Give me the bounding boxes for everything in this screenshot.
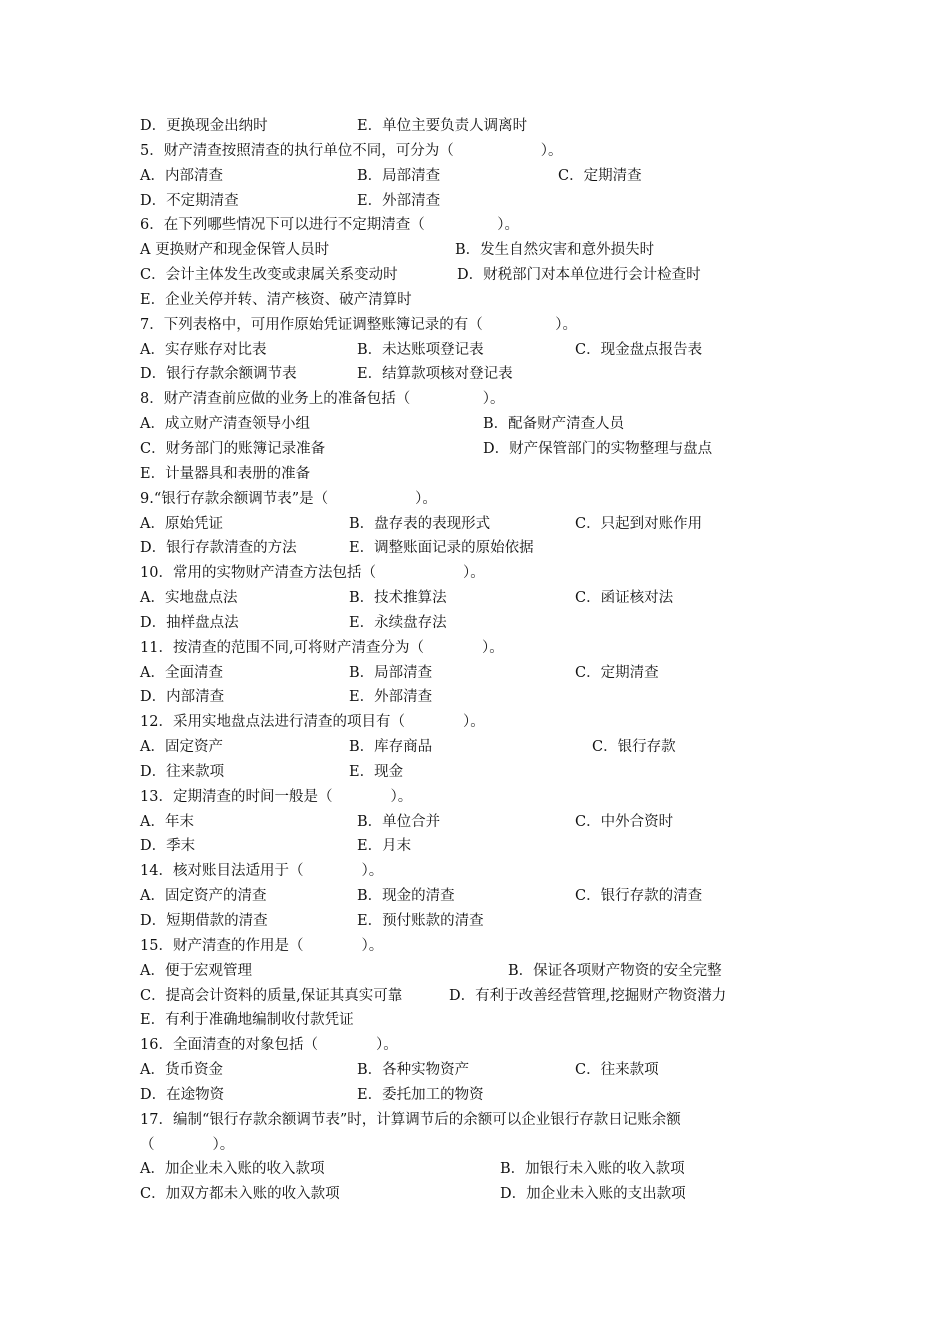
text-segment: A．货币资金: [140, 1062, 223, 1079]
text-line: [0, 710, 950, 735]
text-segment: C．现金盘点报告表: [575, 341, 703, 358]
text-segment: A．内部清查: [140, 167, 223, 184]
text-segment: E．现金: [349, 763, 404, 780]
text-line: [0, 1108, 950, 1133]
text-segment: 6．在下列哪些情况下可以进行不定期清查（ ）。: [140, 217, 519, 234]
text-segment: E．永续盘存法: [349, 614, 447, 631]
text-line: [0, 636, 950, 661]
text-segment: C．加双方都未入账的收入款项: [140, 1186, 340, 1203]
text-segment: 12．采用实地盘点法进行清查的项目有（ ）。: [140, 714, 485, 731]
text-line: [0, 586, 950, 611]
text-segment: D．季末: [140, 838, 196, 855]
text-line: [0, 387, 950, 412]
text-line: [0, 536, 950, 561]
text-segment: B．加银行未入账的收入款项: [500, 1161, 685, 1178]
text-line: [0, 1182, 950, 1207]
text-line: [0, 1008, 950, 1033]
text-segment: 8．财产清查前应做的业务上的准备包括（ ）。: [140, 391, 505, 408]
text-segment: D．银行存款余额调节表: [140, 366, 297, 383]
text-line: [0, 189, 950, 214]
text-line: [0, 487, 950, 512]
text-segment: E．单位主要负责人调离时: [357, 118, 528, 134]
text-segment: D．短期借款的清查: [140, 913, 268, 929]
text-line: [0, 685, 950, 710]
text-segment: （ ）。: [140, 1136, 235, 1153]
text-segment: 14．核对账目法适用于（ ）。: [140, 863, 384, 880]
text-segment: D．加企业未入账的支出款项: [500, 1186, 686, 1203]
text-segment: C．银行存款: [592, 739, 676, 756]
text-line: [0, 859, 950, 884]
text-segment: D．内部清查: [140, 689, 225, 706]
text-segment: C．银行存款的清查: [575, 888, 703, 905]
text-segment: B．未达账项登记表: [357, 341, 484, 358]
text-segment: E．计量器具和表册的准备: [140, 465, 311, 482]
text-segment: A．实地盘点法: [140, 590, 238, 607]
text-segment: C．定期清查: [575, 664, 659, 681]
text-segment: C．提高会计资料的质量,保证其真实可靠: [140, 987, 403, 1004]
text-line: [0, 1058, 950, 1083]
text-segment: E．企业关停并转、清产核资、破产清算时: [140, 291, 412, 308]
text-line: [0, 263, 950, 288]
text-line: [0, 984, 950, 1009]
text-segment: C．财务部门的账簿记录准备: [140, 440, 326, 457]
text-segment: E．结算款项核对登记表: [357, 366, 513, 383]
text-segment: A．实存账存对比表: [140, 341, 267, 358]
text-segment: B．局部清查: [357, 167, 441, 184]
text-line: [0, 238, 950, 263]
text-segment: A．成立财产清查领导小组: [140, 416, 310, 433]
text-segment: E．预付账款的清查: [357, 913, 484, 929]
text-segment: A．年末: [140, 813, 194, 830]
text-line: [0, 661, 950, 686]
text-line: [0, 1157, 950, 1182]
text-line: [0, 1083, 950, 1108]
text-segment: B．技术推算法: [349, 590, 447, 607]
text-segment: B．配备财产清查人员: [483, 416, 625, 433]
text-segment: B．保证各项财产物资的安全完整: [508, 962, 722, 979]
text-line: [0, 338, 950, 363]
text-segment: E．外部清查: [357, 192, 441, 209]
text-segment: 15．财产清查的作用是（ ）。: [140, 937, 384, 954]
text-segment: E．调整账面记录的原始依据: [349, 540, 534, 557]
text-segment: 16．全面清查的对象包括（ ）。: [140, 1037, 398, 1054]
text-segment: B．现金的清查: [357, 888, 455, 905]
text-segment: A 更换财产和现金保管人员时: [140, 242, 330, 259]
text-line: [0, 1133, 950, 1158]
text-segment: E．委托加工的物资: [357, 1086, 484, 1103]
text-segment: B．各种实物资产: [357, 1062, 470, 1079]
text-segment: D．有利于改善经营管理,挖掘财产物资潜力: [449, 987, 727, 1004]
text-line: [0, 959, 950, 984]
text-segment: D．往来款项: [140, 763, 225, 780]
text-segment: E．月末: [357, 838, 412, 855]
text-segment: C．中外合资时: [575, 813, 674, 830]
text-segment: C．往来款项: [575, 1062, 659, 1079]
text-segment: B．发生自然灾害和意外损失时: [455, 242, 655, 259]
text-segment: 11．按清查的范围不同,可将财产清查分为（ ）。: [140, 639, 504, 656]
text-line: [0, 760, 950, 785]
text-segment: 13．定期清查的时间一般是（ ）。: [140, 788, 413, 805]
text-line: [0, 164, 950, 189]
text-segment: D．更换现金出纳时: [140, 118, 268, 134]
text-line: [0, 561, 950, 586]
text-line: [0, 139, 950, 164]
document-page: [0, 114, 950, 1207]
text-segment: C．函证核对法: [575, 590, 674, 607]
text-segment: B．库存商品: [349, 739, 433, 756]
text-line: [0, 735, 950, 760]
text-line: [0, 834, 950, 859]
text-segment: 5．财产清查按照清查的执行单位不同，可分为（ ）。: [140, 142, 563, 159]
text-line: [0, 437, 950, 462]
text-segment: D．在途物资: [140, 1086, 225, 1103]
text-line: [0, 313, 950, 338]
text-segment: B．盘存表的表现形式: [349, 515, 491, 532]
text-line: [0, 213, 950, 238]
text-line: [0, 114, 950, 139]
text-segment: E．外部清查: [349, 689, 433, 706]
text-segment: A．固定资产: [140, 739, 223, 756]
text-segment: D．财产保管部门的实物整理与盘点: [483, 440, 713, 457]
text-segment: D．财税部门对本单位进行会计检查时: [457, 267, 701, 284]
text-line: [0, 785, 950, 810]
text-line: [0, 884, 950, 909]
text-line: [0, 512, 950, 537]
text-segment: A．便于宏观管理: [140, 962, 252, 979]
text-segment: A．加企业未入账的收入款项: [140, 1161, 325, 1178]
text-line: [0, 412, 950, 437]
text-segment: B．局部清查: [349, 664, 433, 681]
text-segment: 9.“银行存款余额调节表”是（ ）。: [140, 490, 437, 507]
text-line: [0, 909, 950, 934]
text-line: [0, 1033, 950, 1058]
text-segment: C．定期清查: [558, 167, 642, 184]
text-line: [0, 462, 950, 487]
text-line: [0, 810, 950, 835]
text-line: [0, 934, 950, 959]
text-segment: D．抽样盘点法: [140, 614, 239, 631]
text-segment: 7．下列表格中，可用作原始凭证调整账簿记录的有（ ）。: [140, 316, 577, 333]
text-segment: A．固定资产的清查: [140, 888, 267, 905]
text-line: [0, 362, 950, 387]
text-segment: A．原始凭证: [140, 515, 223, 532]
text-segment: C．会计主体发生改变或隶属关系变动时: [140, 267, 398, 284]
text-segment: 17．编制“银行存款余额调节表”时，计算调节后的余额可以企业银行存款日记账余额: [140, 1111, 681, 1128]
text-segment: B．单位合并: [357, 813, 441, 830]
text-segment: A．全面清查: [140, 664, 223, 681]
text-line: [0, 611, 950, 636]
text-line: [0, 288, 950, 313]
text-segment: D．银行存款清查的方法: [140, 540, 297, 557]
text-segment: 10．常用的实物财产清查方法包括（ ）。: [140, 565, 485, 582]
text-segment: E．有利于准确地编制收付款凭证: [140, 1012, 354, 1029]
text-segment: D．不定期清查: [140, 192, 239, 209]
text-segment: C．只起到对账作用: [575, 515, 703, 532]
